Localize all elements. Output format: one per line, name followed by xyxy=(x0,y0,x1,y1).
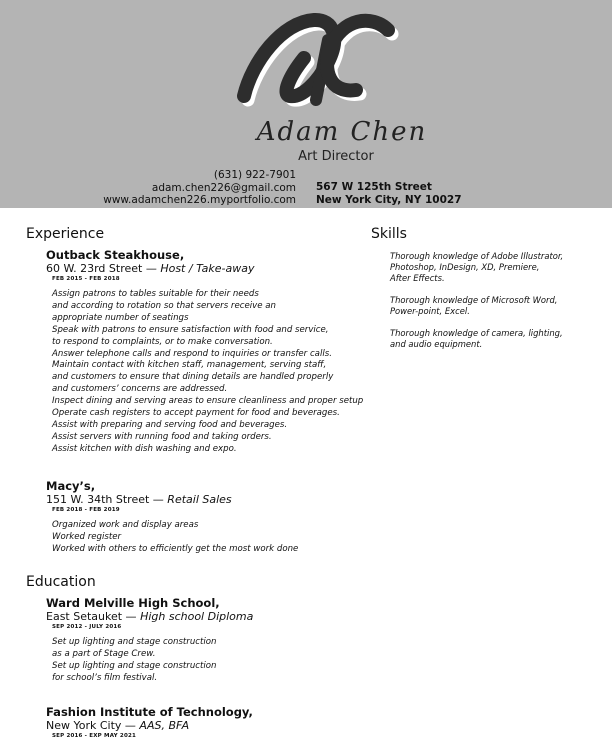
contact-block xyxy=(103,169,296,207)
education-entry xyxy=(46,706,366,740)
email-address[interactable]: adam.chen226@gmail.com xyxy=(151,181,296,194)
address-line2: New York City, NY 10027 xyxy=(316,193,462,206)
duty-item: to respond to complaints, or to make conversation. xyxy=(52,336,273,347)
duty-item: Assist kitchen with dish washing and expo. xyxy=(52,443,237,454)
duty-item: Assist servers with running food and taking orders. xyxy=(52,431,272,442)
activities-list xyxy=(52,637,366,685)
duties-list xyxy=(52,289,366,456)
activity-item: as a part of Stage Crew. xyxy=(52,648,156,659)
job-location: 151 W. 34th Street — Retail Sales xyxy=(46,493,232,506)
skill-item: Thorough knowledge of camera, lighting, and audio equipment. xyxy=(390,328,563,349)
school-location: East Setauket — High school Diploma xyxy=(46,610,254,623)
school-name: Ward Melville High School, xyxy=(46,596,220,610)
skill-item: Thorough knowledge of Adobe Illustrator, Photoshop, InDesign, XD, Premiere, After Effects. xyxy=(390,251,564,283)
school-location: New York City — AAS, BFA xyxy=(46,719,190,732)
job-position: Host / Take-away xyxy=(160,262,255,275)
header-banner xyxy=(0,0,612,208)
duty-item: Inspect dining and serving areas to ensure cleanliness and proper setup xyxy=(52,396,364,407)
activity-item: Set up lighting and stage construction xyxy=(52,637,217,647)
duty-item: and customers’ concerns are addressed. xyxy=(52,384,228,395)
experience-entry xyxy=(46,480,366,556)
experience-heading: Experience xyxy=(26,226,105,242)
phone-number: (631) 922-7901 xyxy=(213,169,296,181)
duty-item: Speak with patrons to ensure satisfaction with food and service, xyxy=(52,324,329,335)
duty-item: and customers to ensure that dining details are handled properly xyxy=(52,372,334,383)
skills-heading: Skills xyxy=(371,226,407,242)
portfolio-website[interactable]: www.adamchen226.myportfolio.com xyxy=(103,194,296,206)
skills-list xyxy=(390,251,590,361)
job-position: Retail Sales xyxy=(167,493,232,506)
experience-entry xyxy=(46,249,366,456)
duty-item: Operate cash registers to accept payment for food and beverages. xyxy=(52,408,340,419)
job-dates: FEB 2018 - FEB 2019 xyxy=(52,507,120,513)
person-name: Adam Chen xyxy=(256,117,428,147)
duty-item: Assign patrons to tables suitable for their needs xyxy=(52,289,259,299)
school-dates: SEP 2016 - EXP MAY 2021 xyxy=(52,733,137,739)
duties-list xyxy=(52,520,366,556)
skill-item: Thorough knowledge of Microsoft Word, Power-point, Excel. xyxy=(390,295,558,316)
degree: High school Diploma xyxy=(140,610,254,623)
education-entry xyxy=(46,597,366,685)
duty-item: appropriate number of seatings xyxy=(52,312,189,323)
duty-item: Assist with preparing and serving food and beverages. xyxy=(52,419,288,430)
duty-item: Worked register xyxy=(52,531,122,542)
duty-item: and according to rotation so that servers receive an xyxy=(52,300,276,311)
job-location: 60 W. 23rd Street — Host / Take-away xyxy=(46,262,255,275)
job-dates: FEB 2015 - FEB 2018 xyxy=(52,276,120,282)
duty-item: Maintain contact with kitchen staff, management, serving staff, xyxy=(52,360,327,371)
activity-item: for school’s film festival. xyxy=(52,672,158,683)
company-name: Macy’s, xyxy=(46,479,96,493)
address-line1: 567 W 125th Street xyxy=(316,181,432,193)
degree: AAS, BFA xyxy=(139,719,190,732)
ac-monogram-logo xyxy=(230,0,400,108)
education-heading: Education xyxy=(26,574,96,590)
activity-item: Set up lighting and stage construction xyxy=(52,660,217,671)
address-block xyxy=(316,181,462,206)
duty-item: Answer telephone calls and respond to inquiries or transfer calls. xyxy=(52,348,332,359)
job-title: Art Director xyxy=(298,149,374,164)
school-dates: SEP 2012 - JULY 2016 xyxy=(52,624,122,630)
duty-item: Organized work and display areas xyxy=(52,520,199,530)
school-name: Fashion Institute of Technology, xyxy=(46,705,253,719)
company-name: Outback Steakhouse, xyxy=(46,248,185,262)
duty-item: Worked with others to efficiently get the most work done xyxy=(52,543,299,554)
